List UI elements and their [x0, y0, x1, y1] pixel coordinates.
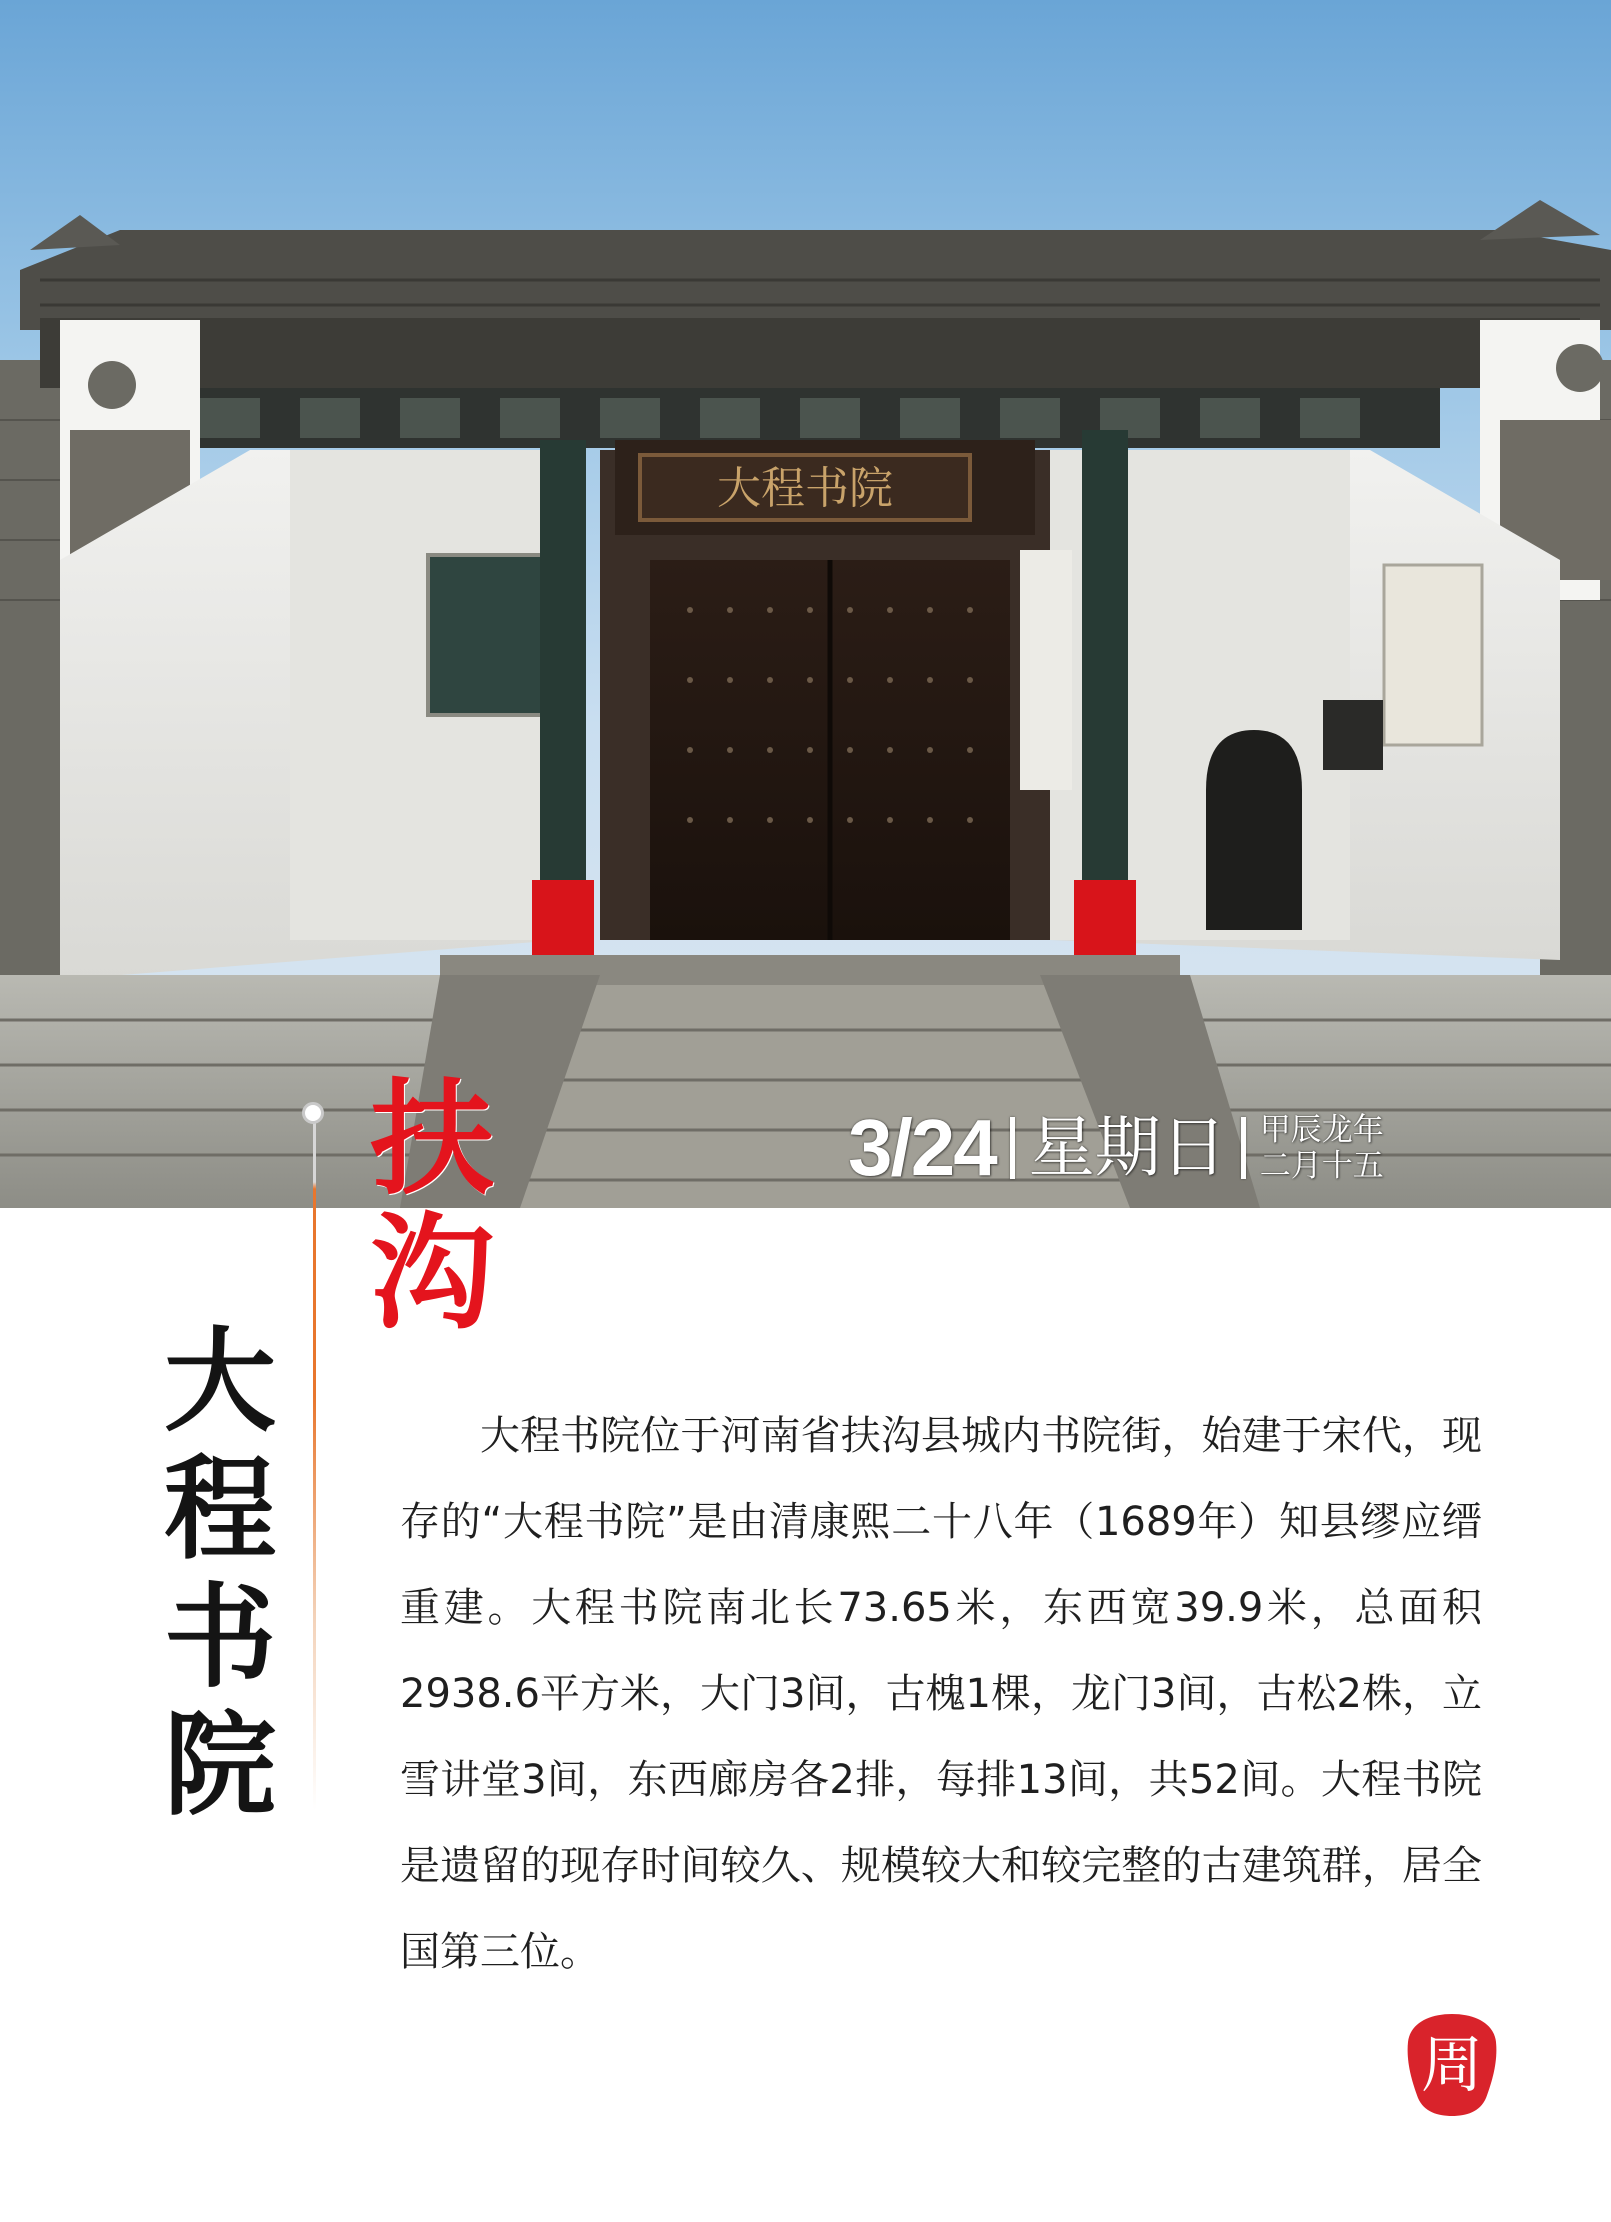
lunar-year: 甲辰龙年 [1259, 1112, 1384, 1148]
seal-char: 周 [1420, 2028, 1484, 2101]
title-char-4: 院 [164, 1700, 276, 1831]
date-separator [1010, 1117, 1015, 1179]
timeline-dot [302, 1102, 324, 1124]
plaque-text: 大程书院 [717, 463, 893, 514]
title-char-3: 书 [164, 1572, 276, 1703]
title-char-2: 程 [164, 1444, 276, 1575]
place-char-2: 沟 [369, 1201, 494, 1346]
lunar-day: 二月十五 [1259, 1148, 1384, 1184]
page-title [150, 1318, 290, 1830]
lunar-date [1260, 1112, 1384, 1184]
date-separator [1241, 1117, 1246, 1179]
place-char-1: 扶 [369, 1067, 494, 1212]
date-day: 3/24 [848, 1103, 996, 1192]
place-name [362, 1067, 502, 1346]
description-paragraph: 大程书院位于河南省扶沟县城内书院街，始建于宋代，现存的“大程书院”是由清康熙二十八年（1689年）知县缪应缙重建。大程书院南北长73.65米，东西宽39.9米，总面积2938.6平方米，大门3间，古槐1棵，龙门3间，古松2株，立雪讲堂3间，东西廊房各2排，每排13间，共52间。大程书院是遗留的现存时间较久、规模较大和较完整的古建筑群，居全国第三位。 [400, 1413, 1482, 1975]
date-weekday: 星期日 [1028, 1109, 1227, 1186]
title-char-1: 大 [164, 1316, 276, 1447]
seal-stamp [1404, 2010, 1500, 2120]
timeline-line [313, 1120, 316, 1810]
date-overlay [848, 1103, 1384, 1192]
